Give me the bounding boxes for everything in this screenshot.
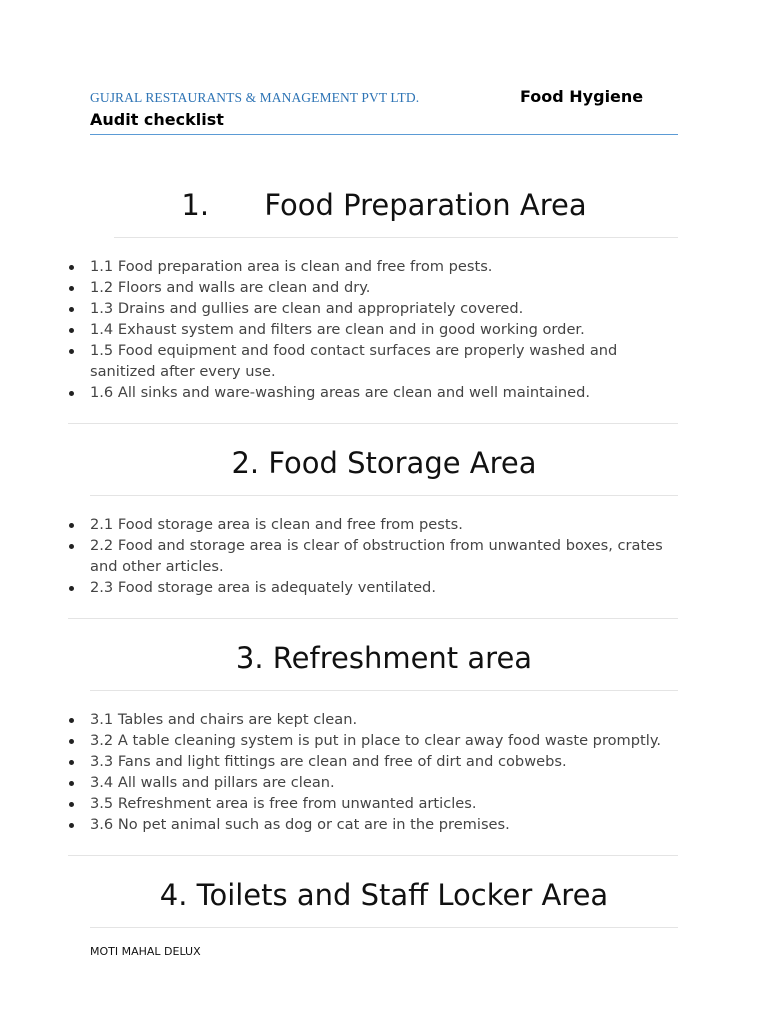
footer-text: MOTI MAHAL DELUX xyxy=(90,945,201,958)
checklist xyxy=(90,256,675,403)
document-title-part1: Food Hygiene xyxy=(520,87,644,106)
checklist-item: 1.1 Food preparation area is clean and free from pests. xyxy=(90,256,675,277)
checklist-item: 3.1 Tables and chairs are kept clean. xyxy=(90,709,675,730)
checklist-item: 2.1 Food storage area is clean and free from pests. xyxy=(90,514,675,535)
checklist-item: 3.5 Refreshment area is free from unwanted articles. xyxy=(90,793,675,814)
section-divider xyxy=(90,927,678,928)
section-title: 3. Refreshment area xyxy=(235,641,533,675)
section-title: 1. Food Preparation Area xyxy=(181,188,587,222)
checklist-item: 3.6 No pet animal such as dog or cat are in the premises. xyxy=(90,814,675,835)
checklist-item: 3.3 Fans and light fittings are clean and free of dirt and cobwebs. xyxy=(90,751,675,772)
section-divider xyxy=(90,495,678,496)
checklist-item: 2.3 Food storage area is adequately ventilated. xyxy=(90,577,675,598)
checklist-item: 1.4 Exhaust system and filters are clean and in good working order. xyxy=(90,319,675,340)
section-title: 4. Toilets and Staff Locker Area xyxy=(159,878,609,912)
checklist-item: 1.5 Food equipment and food contact surfaces are properly washed and sanitized after every use. xyxy=(90,340,675,382)
section-title: 2. Food Storage Area xyxy=(231,446,537,480)
checklist-item: 1.6 All sinks and ware-washing areas are clean and well maintained. xyxy=(90,382,675,403)
section-divider xyxy=(114,237,678,238)
checklist xyxy=(90,514,675,598)
document-header xyxy=(90,86,678,135)
checklist-item: 3.2 A table cleaning system is put in place to clear away food waste promptly. xyxy=(90,730,675,751)
checklist xyxy=(90,709,675,835)
section-divider xyxy=(90,690,678,691)
section-divider xyxy=(68,855,678,856)
checklist-item: 3.4 All walls and pillars are clean. xyxy=(90,772,675,793)
section-divider xyxy=(68,618,678,619)
document-title-part2: Audit checklist xyxy=(90,110,224,129)
checklist-item: 2.2 Food and storage area is clear of obstruction from unwanted boxes, crates and other articles. xyxy=(90,535,675,577)
checklist-item: 1.3 Drains and gullies are clean and appropriately covered. xyxy=(90,298,675,319)
checklist-item: 1.2 Floors and walls are clean and dry. xyxy=(90,277,675,298)
section-divider xyxy=(68,423,678,424)
company-name: GUJRAL RESTAURANTS & MANAGEMENT PVT LTD. xyxy=(90,90,420,105)
